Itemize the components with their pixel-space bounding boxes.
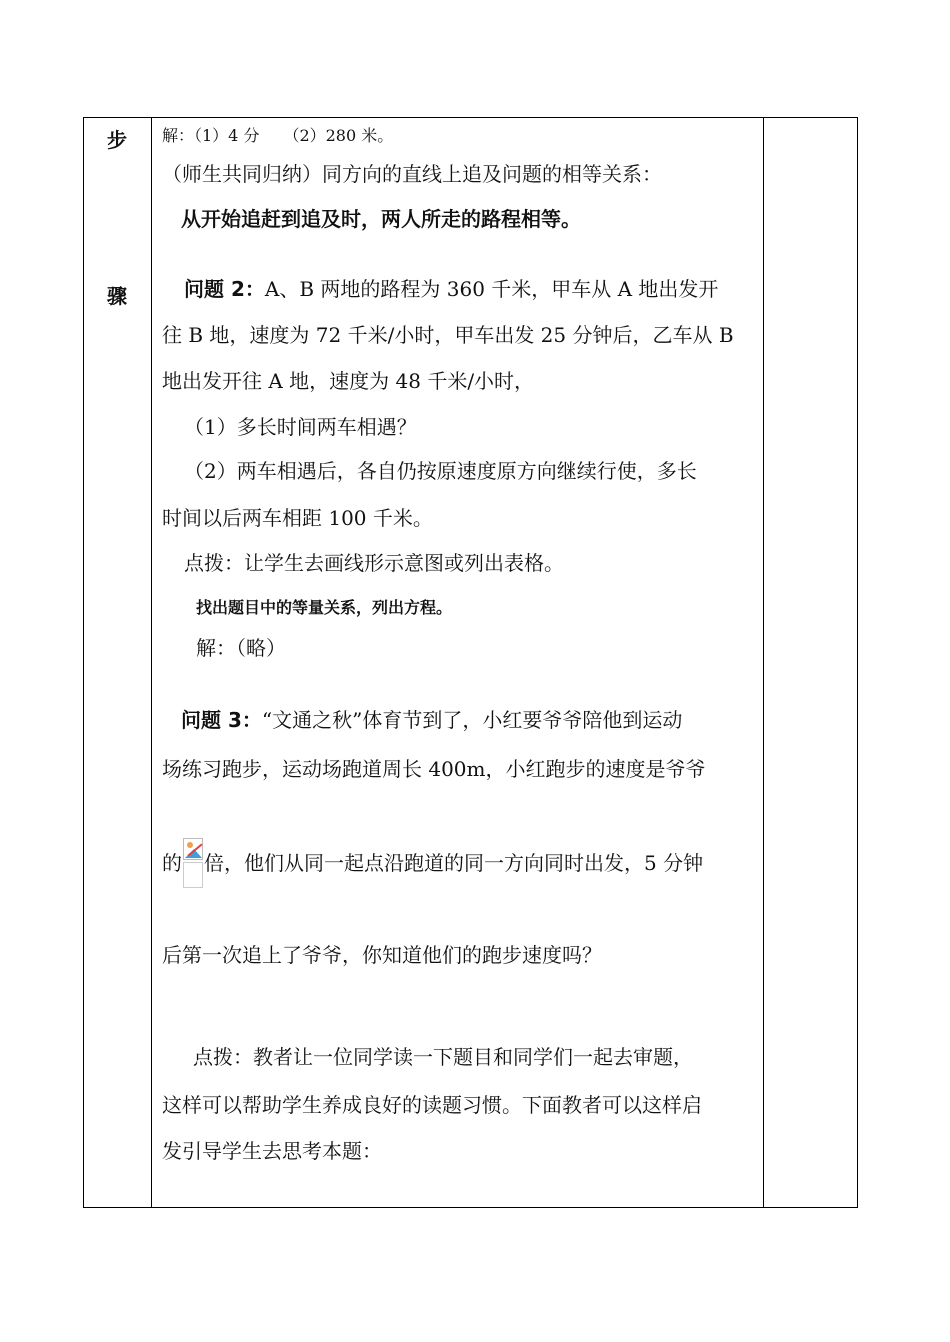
column-divider-left (151, 118, 152, 1207)
hint-3-line3: 发引导学生去思考本题： (162, 1139, 382, 1163)
question-2-sub2-line2: 时间以后两车相距 100 千米。 (162, 506, 433, 530)
question-2-sub2-line1: （2）两车相遇后，各自仍按原速度原方向继续行使，多长 (184, 459, 697, 483)
hint-3-line1: 点拨：教者让一位同学读一下题目和同学们一起去审题， (193, 1045, 693, 1069)
question-3-line1 (181, 708, 682, 732)
hint-2: 点拨：让学生去画线形示意图或列出表格。 (184, 551, 564, 575)
question-2-sub1: （1）多长时间两车相遇？ (184, 415, 417, 439)
hint-3-line2: 这样可以帮助学生养成良好的读题习惯。下面教者可以这样启 (162, 1093, 702, 1117)
question-2-line3: 地出发开往 A 地，速度为 48 千米/小时， (162, 369, 535, 393)
question-2-line1 (184, 277, 718, 301)
hint-2-bold: 找出题目中的等量关系，列出方程。 (196, 598, 453, 617)
question-3-line3 (162, 838, 703, 888)
summary-bold: 从开始追赶到追及时，两人所走的路程相等。 (181, 207, 581, 231)
side-label-step: 步 (107, 128, 127, 152)
question-2-line2: 往 B 地，速度为 72 千米/小时，甲车出发 25 分钟后，乙车从 B (162, 323, 734, 347)
side-label-procedure: 骤 (107, 284, 127, 308)
question-3-label: 问题 3： (181, 708, 262, 732)
answer-line: 解：（1）4 分 （2）280 米。 (162, 126, 394, 145)
question-2-label: 问题 2： (184, 277, 265, 301)
question-3-line3-post: 倍，他们从同一起点沿跑道的同一方向同时出发，5 分钟 (204, 851, 704, 875)
question-2-text1: A、B 两地的路程为 360 千米，甲车从 A 地出发开 (264, 277, 719, 301)
broken-image-icon (183, 838, 203, 888)
column-divider-right (763, 118, 764, 1207)
question-3-line4: 后第一次追上了爷爷，你知道他们的跑步速度吗？ (162, 943, 602, 967)
question-3-line3-pre: 的 (162, 851, 182, 875)
question-3-text1: “文通之秋”体育节到了，小红要爷爷陪他到运动 (261, 708, 683, 732)
answer-2: 解：（略） (196, 636, 286, 660)
question-3-line2: 场练习跑步，运动场跑道周长 400m，小红跑步的速度是爷爷 (162, 757, 706, 781)
summary-intro: （师生共同归纳）同方向的直线上追及问题的相等关系： (162, 162, 662, 186)
